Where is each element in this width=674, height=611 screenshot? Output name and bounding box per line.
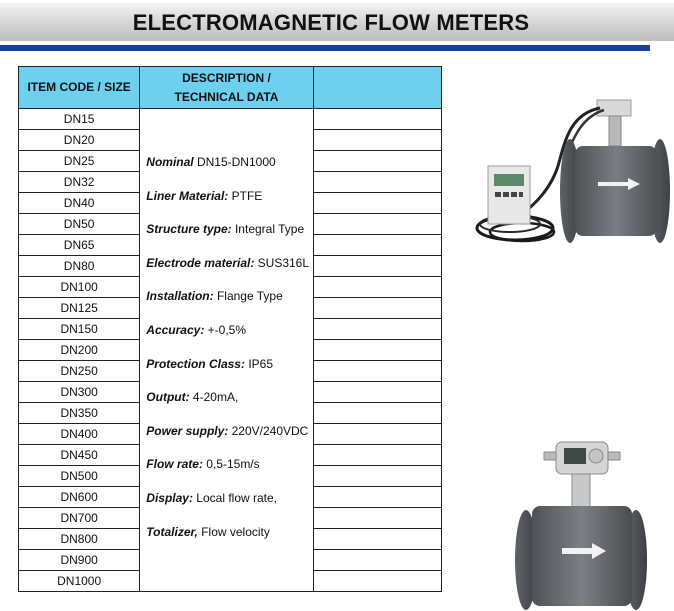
size-cell: DN450 xyxy=(19,445,140,466)
spec-key: Electrode material: xyxy=(146,255,255,270)
empty-cell xyxy=(313,550,441,571)
size-cell: DN32 xyxy=(19,172,140,193)
empty-cell xyxy=(313,130,441,151)
size-cell: DN40 xyxy=(19,193,140,214)
empty-cell xyxy=(313,487,441,508)
size-cell: DN150 xyxy=(19,319,140,340)
spec-value: +-0,5% xyxy=(204,323,247,337)
size-cell: DN25 xyxy=(19,151,140,172)
technical-data-cell xyxy=(140,109,313,592)
spec-key: Power supply: xyxy=(146,423,229,438)
spec-line xyxy=(146,455,259,474)
spec-line xyxy=(146,254,309,273)
size-cell: DN350 xyxy=(19,403,140,424)
spec-value: 4-20mA, xyxy=(189,390,239,405)
spec-key: Nominal xyxy=(146,155,194,169)
spec-value: SUS316L xyxy=(254,255,310,270)
spec-key: Structure type: xyxy=(146,222,232,237)
table-row xyxy=(19,109,442,130)
spec-key: Flow rate: xyxy=(146,457,203,472)
spec-line xyxy=(146,489,277,508)
size-cell: DN100 xyxy=(19,277,140,298)
spec-value: 220V/240VDC xyxy=(228,423,309,438)
size-cell: DN500 xyxy=(19,466,140,487)
spec-value: DN15-DN1000 xyxy=(193,155,276,169)
title-underline xyxy=(0,45,650,51)
table-header-row xyxy=(19,67,442,109)
spec-table xyxy=(18,66,442,592)
spec-line xyxy=(146,355,273,374)
empty-cell xyxy=(313,277,441,298)
size-cell: DN700 xyxy=(19,508,140,529)
header-description-line2: TECHNICAL DATA xyxy=(174,89,279,104)
spec-value: Flange Type xyxy=(213,289,283,304)
spec-value: Integral Type xyxy=(231,222,305,237)
title-bar xyxy=(0,3,674,41)
size-cell: DN250 xyxy=(19,361,140,382)
spec-value: PTFE xyxy=(228,188,263,203)
integral-flow-meter-image xyxy=(512,438,652,610)
size-cell: DN20 xyxy=(19,130,140,151)
size-cell: DN900 xyxy=(19,550,140,571)
spec-key: Installation: xyxy=(146,289,214,304)
spec-value: IP65 xyxy=(244,356,274,371)
size-cell: DN600 xyxy=(19,487,140,508)
empty-cell xyxy=(313,319,441,340)
empty-cell xyxy=(313,298,441,319)
empty-cell xyxy=(313,235,441,256)
spec-line xyxy=(146,523,270,542)
empty-cell xyxy=(313,571,441,592)
empty-cell xyxy=(313,382,441,403)
empty-cell xyxy=(313,214,441,235)
empty-cell xyxy=(313,172,441,193)
size-cell: DN15 xyxy=(19,109,140,130)
size-cell: DN800 xyxy=(19,529,140,550)
size-cell: DN200 xyxy=(19,340,140,361)
empty-cell xyxy=(313,508,441,529)
empty-cell xyxy=(313,466,441,487)
empty-cell xyxy=(313,529,441,550)
header-description-line1: DESCRIPTION / xyxy=(182,70,271,85)
spec-key: Totalizer, xyxy=(146,524,198,539)
spec-line xyxy=(146,422,308,441)
empty-cell xyxy=(313,151,441,172)
empty-cell xyxy=(313,256,441,277)
header-description xyxy=(140,67,313,109)
size-cell: DN125 xyxy=(19,298,140,319)
empty-cell xyxy=(313,424,441,445)
page-title: ELECTROMAGNETIC FLOW METERS xyxy=(132,10,530,35)
spec-key: Liner Material: xyxy=(146,188,229,203)
spec-key: Accuracy: xyxy=(146,323,205,337)
empty-cell xyxy=(313,361,441,382)
spec-key: Protection Class: xyxy=(146,356,245,371)
split-type-flow-meter-image xyxy=(470,96,674,251)
empty-cell xyxy=(313,445,441,466)
spec-value: 0,5-15m/s xyxy=(202,457,260,472)
header-extra xyxy=(313,67,441,109)
empty-cell xyxy=(313,109,441,130)
spec-line xyxy=(146,153,275,172)
empty-cell xyxy=(313,403,441,424)
size-cell: DN300 xyxy=(19,382,140,403)
spec-value: Flow velocity xyxy=(197,524,270,539)
size-cell: DN65 xyxy=(19,235,140,256)
spec-table-body xyxy=(19,109,442,592)
spec-key: Output: xyxy=(146,390,190,405)
empty-cell xyxy=(313,193,441,214)
spec-key: Display: xyxy=(146,491,193,505)
size-cell: DN50 xyxy=(19,214,140,235)
size-cell: DN400 xyxy=(19,424,140,445)
spec-line xyxy=(146,321,246,340)
spec-line xyxy=(146,187,262,206)
spec-line xyxy=(146,388,238,407)
spec-line xyxy=(146,287,283,306)
spec-line xyxy=(146,220,304,239)
spec-value: Local flow rate, xyxy=(192,491,278,505)
header-item-code: ITEM CODE / SIZE xyxy=(19,67,140,109)
empty-cell xyxy=(313,340,441,361)
size-cell: DN1000 xyxy=(19,571,140,592)
size-cell: DN80 xyxy=(19,256,140,277)
